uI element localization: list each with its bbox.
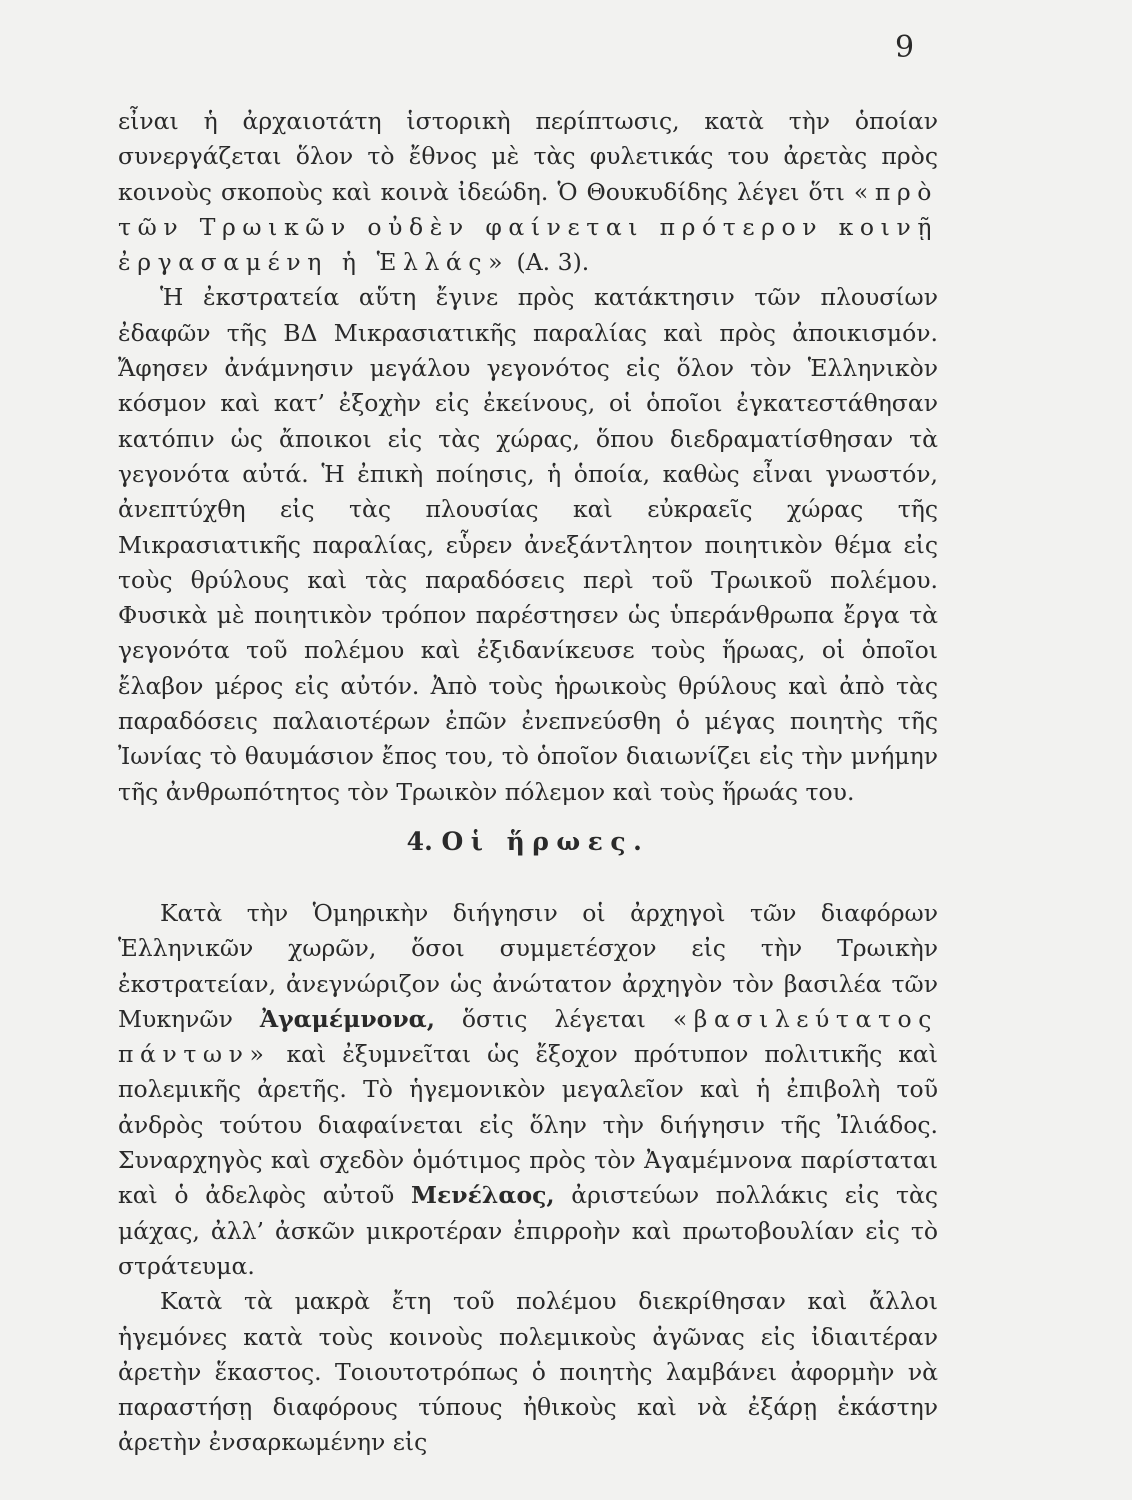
paragraph-2: Ἡ ἐκστρατεία αὕτη ἔγινε πρὸς κατάκτησιν τῶν πλουσίων ἐδαφῶν τῆς ΒΔ Μικρασιατικῆς παραλίας καὶ πρὸς ἀποικισμόν. Ἄφησεν ἀνάμνησιν μεγάλου γεγονότος εἰς ὅλον τὸν Ἑλληνικὸν κόσμον καὶ κατ’ ἐξοχὴν εἰς ἐκείνους, οἱ ὁποῖοι ἐγκατεστάθησαν κατόπιν ὡς ἄποικοι εἰς τὰς χώρας, ὅπου διεδραματίσθησαν τὰ γεγονότα αὐτά. Ἡ ἐπικὴ ποίησις, ἡ ὁποία, καθὼς εἶναι γνωστόν, ἀνεπτύχθη εἰς τὰς πλουσίας καὶ εὐκραεῖς χώρας τῆς Μικρασιατικῆς παραλίας, εὗρεν ἀνεξάντλητον ποιητικὸν θέμα εἰς τοὺς θρύλους καὶ τὰς παραδόσεις περὶ τοῦ Τρωικοῦ πολέμου. Φυσικὰ μὲ ποιητικὸν τρόπον παρέστησεν ὡς ὑπεράνθρωπα ἔργα τὰ γεγονότα τοῦ πολέμου καὶ ἐξιδανίκευσε τοὺς ἥρωας, οἱ ὁποῖοι ἔλαβον μέρος εἰς αὐτόν. Ἀπὸ τοὺς ἡρωικοὺς θρύλους καὶ ἀπὸ τὰς παραδόσεις παλαιοτέρων ἐπῶν ἐνεπνεύσθη ὁ μέγας ποιητὴς τῆς Ἰωνίας τὸ θαυμάσιον ἔπος του, τὸ ὁποῖον διαιωνίζει εἰς τὴν μνήμην τῆς ἀνθρωπότητος τὸν Τρωικὸν πόλεμον καὶ τοὺς ἥρωάς του.	[118, 283, 938, 806]
page-body	[118, 104, 938, 1461]
paragraph-3	[118, 896, 938, 1284]
thucydides-quote: «πρὸ τῶν Τρωικῶν οὐδὲν φαίνεται πρότερον κοινῇ ἐργασαμένη ἡ Ἑλλάς»	[118, 177, 938, 277]
paragraph-4: Κατὰ τὰ μακρὰ ἔτη τοῦ πολέμου διεκρίθησαν καὶ ἄλλοι ἡγεμόνες κατὰ τοὺς κοινοὺς πολεμικοὺς ἀγῶνας εἰς ἰδιαιτέραν ἀρετὴν ἕκαστος. Τοιουτοτρόπως ὁ ποιητὴς λαμβάνει ἀφορμὴν νὰ παραστήσῃ διαφόρους τύπους ἠθικοὺς καὶ νὰ ἐξάρῃ ἑκάστην ἀρετὴν ἐνσαρκωμένην εἰς	[118, 1287, 938, 1457]
section-number: 4.	[406, 826, 433, 856]
agamemnon-name: Ἀγαμέμνονα,	[259, 1004, 435, 1033]
paragraph-3-text-b: ὅστις λέγεται	[434, 1004, 673, 1033]
section-title: Οἱ ἥρωες.	[441, 826, 650, 856]
menelaus-name: Μενέλαος,	[411, 1181, 555, 1210]
paragraph-1	[118, 104, 938, 280]
paragraph-1-text-b: (Α. 3).	[509, 248, 590, 277]
paragraph-3-text-a: Κατὰ τὴν Ὁμηρικὴν διήγησιν οἱ ἀρχηγοὶ τῶν διαφόρων Ἑλληνικῶν χωρῶν, ὅσοι συμμετέσχον εἰς τὴν Τρωικὴν ἐκστρατείαν, ἀνεγνώριζον ὡς ἀνώτατον ἀρχηγὸν τὸν βασιλέα τῶν Μυκηνῶν	[118, 898, 938, 1033]
section-heading	[118, 820, 938, 864]
paragraph-3-text-d: ἀριστεύων πολλάκις εἰς τὰς μάχας, ἀλλ’ ἀσκῶν μικροτέραν ἐπιρροὴν καὶ πρωτοβουλίαν εἰς τὸ στράτευμα.	[118, 1181, 938, 1280]
paragraph-1-text-a: εἶναι ἡ ἀρχαιοτάτη ἱστορικὴ περίπτωσις, κατὰ τὴν ὁποίαν συνεργάζεται ὅλον τὸ ἔθνος μὲ τὰς φυλετικάς του ἀρετὰς πρὸς κοινοὺς σκοποὺς καὶ κοινὰ ἰδεώδη. Ὁ Θουκυδίδης λέγει ὅτι	[118, 107, 938, 206]
homeric-quote: «βασιλεύτατος πάντων»	[118, 1004, 938, 1069]
page-number: 9	[895, 30, 915, 65]
paragraph-3-text-c: καὶ ἐξυμνεῖται ὡς ἔξοχον πρότυπον πολιτικῆς καὶ πολεμικῆς ἀρετῆς. Τὸ ἡγεμονικὸν μεγαλεῖον καὶ ἡ ἐπιβολὴ τοῦ ἀνδρὸς τούτου διαφαίνεται εἰς ὅλην τὴν διήγησιν τῆς Ἰλιάδος. Συναρχηγὸς καὶ σχεδὸν ὁμότιμος πρὸς τὸν Ἀγαμέμνονα παρίσταται καὶ ὁ ἀδελφὸς αὐτοῦ	[118, 1040, 938, 1210]
